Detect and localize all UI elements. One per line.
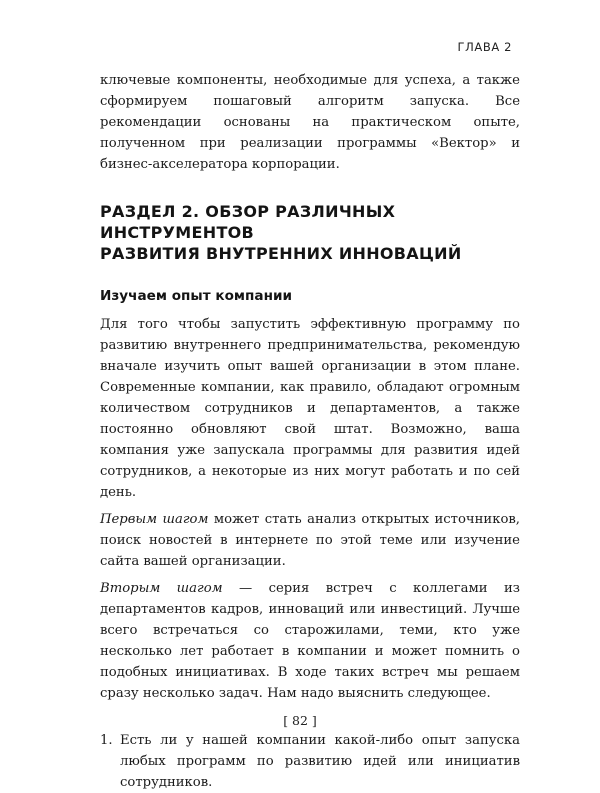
list-item-text: Есть ли у нашей компании какой-либо опыт запуска любых программ по развитию идей или инициатив сотрудников. [120,733,520,790]
list-item-number: 1. [100,733,113,748]
page-number: [ 82 ] [283,713,317,728]
body-paragraph-1: Для того чтобы запустить эффективную программу по развитию внутреннего предпринимательства, рекомендую вначале изучить опыт вашей организации в этом плане. Современные компании, как правило, обладают огромным количеством сотрудников и департаментов, а также постоянно обновляют свой штат. Возможно, ваша компания уже запускала программы для развития идей сотрудников, а некоторые из них могут работать и по сей день. [100,317,520,500]
body-paragraph-2 [100,509,520,572]
paragraph-3-text: — серия встреч с коллегами из департаментов кадров, инноваций или инвестиций. Лучше всего встречаться со старожилами, теми, кто уже несколько лет работает в компании и может помнить о подобных инициативах. В ходе таких встреч мы решаем сразу несколько задач. Нам надо выяснить следующее. [100,581,520,701]
body-paragraph-3 [100,578,520,704]
section-title [100,201,520,264]
subheading: Изучаем опыт компании [100,288,293,304]
running-head-chapter: ГЛАВА 2 [457,40,512,54]
section-title-line-1: РАЗДЕЛ 2. ОБЗОР РАЗЛИЧНЫХ ИНСТРУМЕНТОВ [100,202,396,242]
paragraph-3-lead: Вторым шагом [100,581,223,596]
paragraph-2-lead: Первым шагом [100,512,209,527]
intro-paragraph: ключевые компоненты, необходимые для успеха, а также сформируем пошаговый алгоритм запуска. Все рекомендации основаны на практическом опыте, полученном при реализации программы «Вектор» и бизнес-акселератора корпорации. [100,73,520,172]
list-item [100,730,520,793]
page-content [100,70,520,793]
paragraph-2-text: может стать анализ открытых источников, поиск новостей в интернете по этой теме или изучение сайта вашей организации. [100,512,520,569]
section-title-line-2: РАЗВИТИЯ ВНУТРЕННИХ ИННОВАЦИЙ [100,244,462,263]
numbered-list [100,730,520,793]
